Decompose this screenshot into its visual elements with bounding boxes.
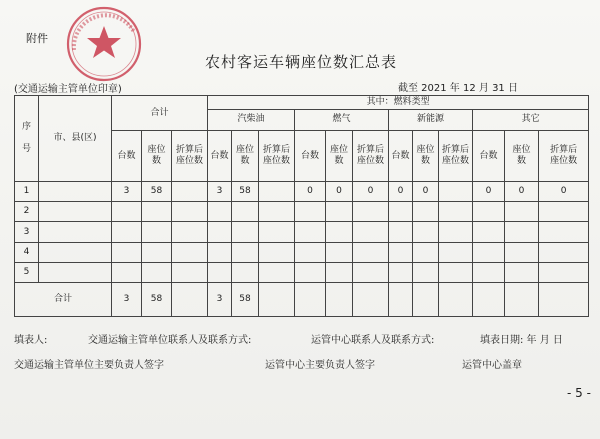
total-row: 合计 3 58 3 58 [15, 283, 589, 317]
page-number: - 5 - [567, 386, 591, 400]
header-diesel: 汽柴油 [208, 109, 295, 130]
header-seq: 序 号 [15, 96, 39, 182]
sub-count: 台数 [208, 131, 232, 182]
contact-label: 交通运输主管单位联系人及联系方式: [88, 335, 252, 346]
table-row: 1 3 58 3 58 0 0 0 0 0 0 0 0 [15, 182, 589, 202]
center-head-signature-label: 运管中心主要负责人签字 [265, 360, 375, 371]
sub-count: 台数 [389, 131, 413, 182]
header-total: 合计 [112, 96, 208, 131]
sub-converted: 折算后 座位数 [172, 131, 208, 182]
sub-seats: 座位 数 [232, 131, 259, 182]
sub-seats: 座位 数 [142, 131, 172, 182]
fill-date-label: 填表日期: 年 月 日 [480, 335, 563, 346]
supervisor-signature-label: 交通运输主管单位主要负责人签字 [14, 360, 164, 371]
header-gas: 燃气 [295, 109, 389, 130]
filler-label: 填表人: [14, 335, 48, 346]
table-row: 5 [15, 262, 589, 282]
table-row: 4 [15, 242, 589, 262]
sub-converted: 折算后 座位数 [353, 131, 389, 182]
sub-converted: 折算后 座位数 [259, 131, 295, 182]
unit-label: (交通运输主管单位印章) [14, 84, 122, 95]
sub-count: 台数 [473, 131, 505, 182]
center-contact-label: 运管中心联系人及联系方式: [311, 335, 435, 346]
document-title: 农村客运车辆座位数汇总表 [205, 53, 398, 71]
header-fuel-type: 其中：燃料类型 [208, 96, 589, 110]
official-seal [50, 2, 158, 82]
summary-table [14, 95, 589, 317]
table-row: 3 [15, 222, 589, 242]
sub-seats: 座位 数 [505, 131, 539, 182]
header-other: 其它 [473, 109, 589, 130]
sub-converted: 折算后 座位数 [439, 131, 473, 182]
cutoff-date: 截至 2021 年 12 月 31 日 [398, 83, 518, 94]
table-row: 2 [15, 202, 589, 222]
sub-seats: 座位 数 [413, 131, 439, 182]
attachment-label: 附件 [26, 32, 48, 45]
sub-count: 台数 [112, 131, 142, 182]
sub-count: 台数 [295, 131, 326, 182]
center-stamp-label: 运管中心盖章 [462, 360, 522, 371]
header-new-energy: 新能源 [389, 109, 473, 130]
sub-seats: 座位 数 [326, 131, 353, 182]
header-city: 市、县(区) [39, 96, 112, 182]
total-label: 合计 [15, 283, 112, 317]
sub-converted: 折算后 座位数 [539, 131, 589, 182]
